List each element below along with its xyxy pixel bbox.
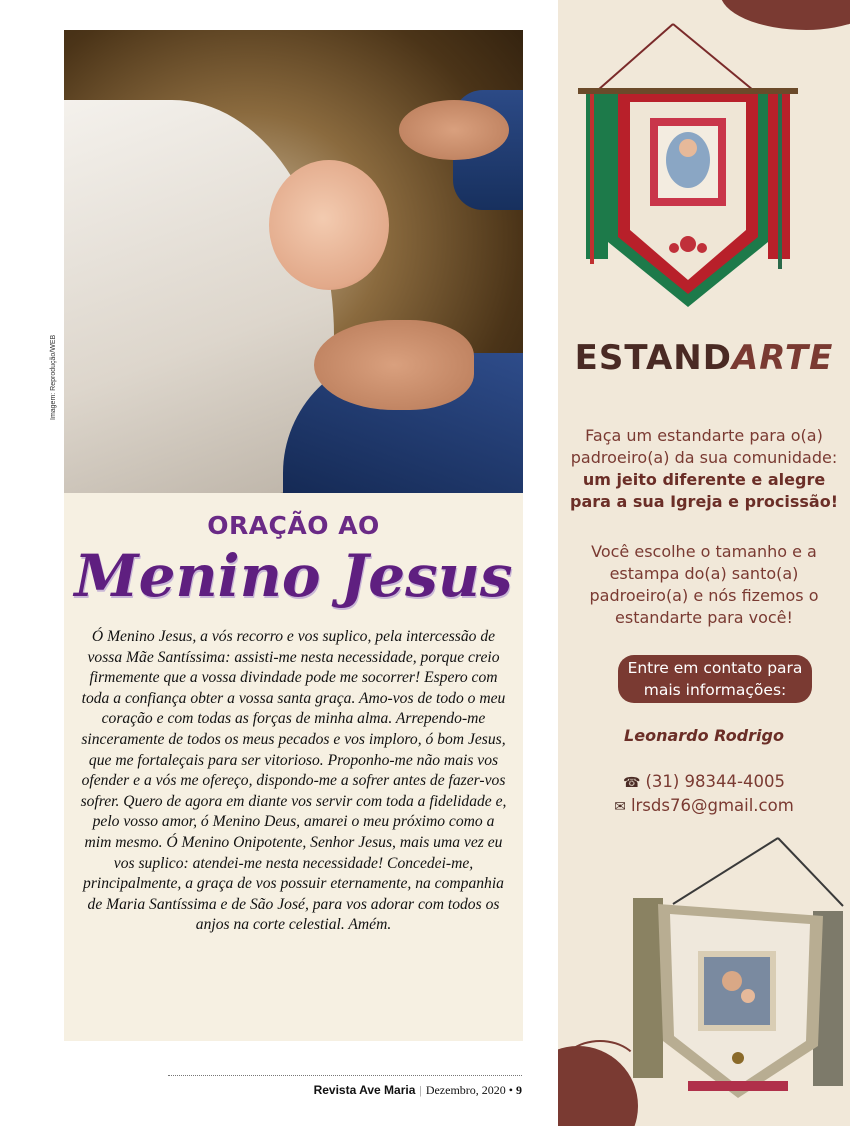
page-footer: Revista Ave Maria | Dezembro, 2020 • 9 <box>313 1083 522 1097</box>
hand <box>399 100 509 160</box>
phone-icon: ☎ <box>622 775 641 791</box>
baby-jesus <box>269 160 389 290</box>
magazine-name: Revista Ave Maria <box>313 1083 416 1097</box>
brand-part2: ARTE <box>731 338 834 378</box>
contact-callout: Entre em contato para mais informações: <box>618 655 812 703</box>
email-address: lrsds76@gmail.com <box>630 796 794 815</box>
footer-separator: | <box>419 1083 422 1097</box>
issue-date: Dezembro, 2020 <box>425 1083 506 1097</box>
image-credit: Imagem: Reprodução/WEB <box>50 334 57 420</box>
prayer-section <box>64 493 523 1041</box>
ad-paragraph-2: Você escolhe o tamanho e a estampa do(a) santo(a) padroeiro(a) e nós fizemos o estandarte para você! <box>589 542 819 627</box>
banner-image <box>628 836 848 1106</box>
footer-divider <box>168 1075 522 1076</box>
prayer-title: Menino Jesus <box>74 542 513 610</box>
contact-name: Leonardo Rodrigo <box>624 726 784 745</box>
contact-email[interactable] <box>558 796 850 815</box>
banner-image <box>578 22 798 312</box>
contact-phone[interactable] <box>558 772 850 791</box>
nativity-photo <box>64 30 523 493</box>
page-number: 9 <box>516 1083 522 1097</box>
envelope-icon: ✉ <box>614 799 626 815</box>
brand-logo <box>558 338 850 378</box>
prayer-kicker: ORAÇÃO AO <box>207 511 380 540</box>
ad-text1-strong: um jeito diferente e alegre para a sua Igreja e procissão! <box>569 470 838 511</box>
phone-number: (31) 98344-4005 <box>645 772 785 791</box>
brand-part1: ESTAND <box>574 338 732 378</box>
ad-text1: Faça um estandarte para o(a) padroeiro(a) da sua comunidade: <box>570 426 838 467</box>
hand <box>314 320 474 410</box>
prayer-body: Ó Menino Jesus, a vós recorro e vos suplico, pela intercessão de vossa Mãe Santíssima: assisti-me nesta necessidade, porque creio firmemente que a vossa divindade pode me socorrer! Espero com toda a confiança obter a vossa santa graça. Amo-vos de todo o meu coração e com todas as forças de minha alma. Arrependo-me sinceramente de todos os meus pecados e vos imploro, ó bom Jesus, que me fortaleçais para ser vitorioso. Proponho-me não mais vos ofender e a vós me ofereço, dispondo-me a sofrer antes de fazer-vos sofrer. Quero de agora em diante vos servir com toda a fidelidade e, pelo vosso amor, ó Menino Deus, amarei o meu próximo como a mim mesmo. Ó Menino Onipotente, Senhor Jesus, mais uma vez eu vos suplico: atendei-me nesta necessidade! Concedei-me, principalmente, a graça de vos possuir eternamente, na companhia de Maria Santíssima e de São José, para vos adorar com todos os anjos na corte celestial. Amém. <box>80 628 507 934</box>
advertisement <box>558 0 850 1126</box>
ad-paragraph-1 <box>568 425 840 513</box>
